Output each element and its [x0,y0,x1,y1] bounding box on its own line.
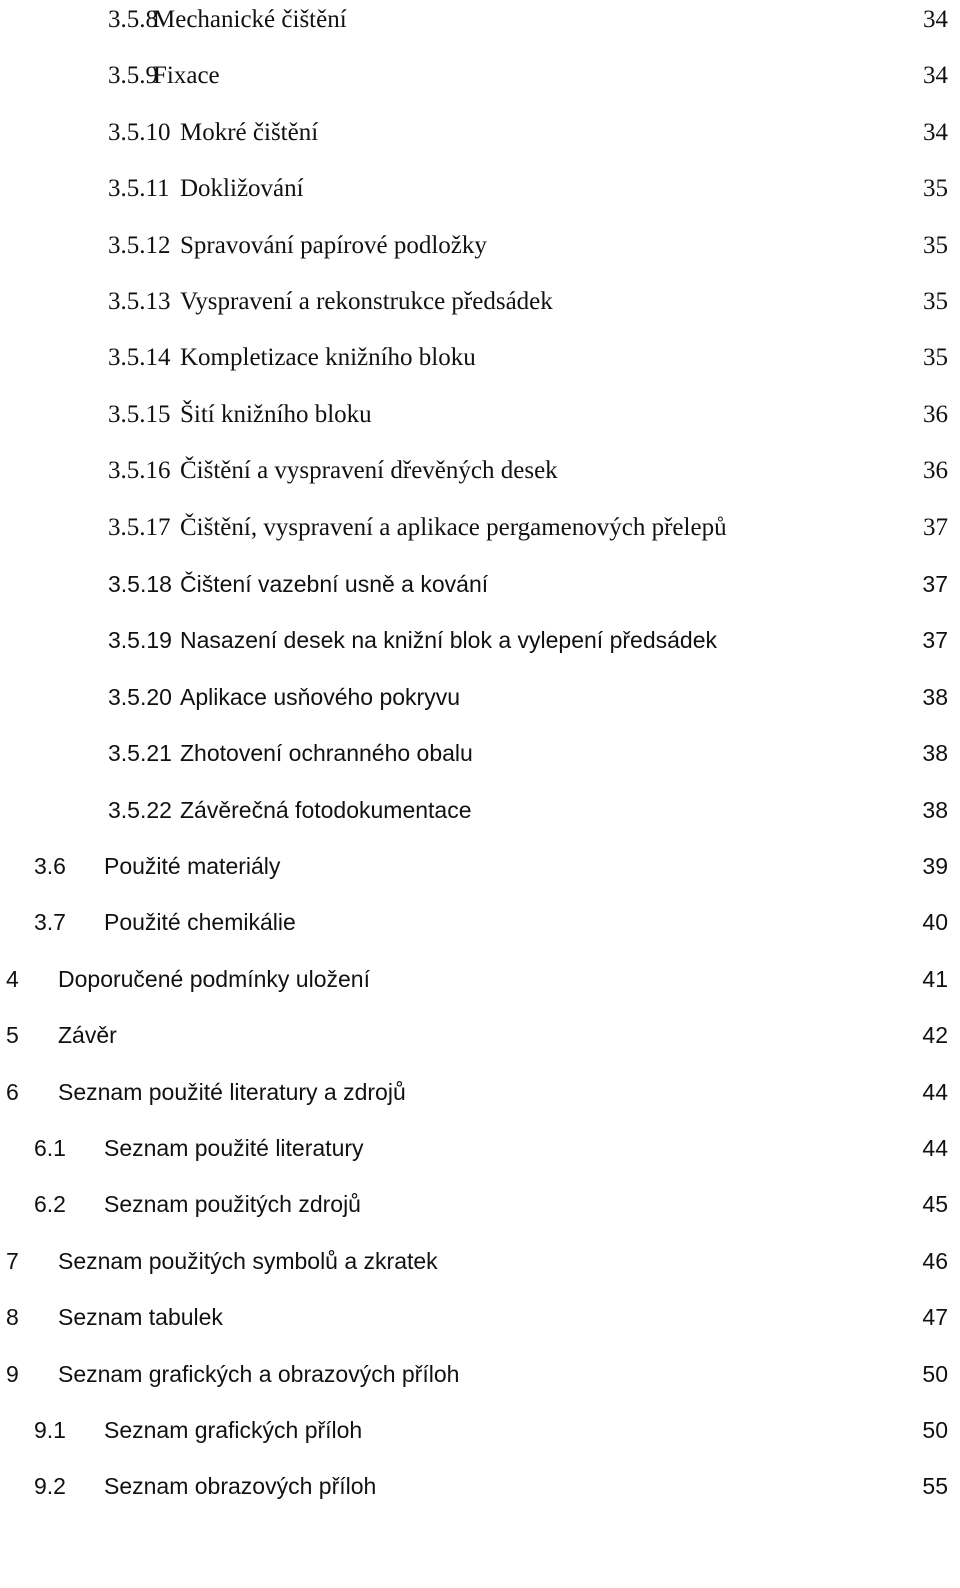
toc-entry[interactable] [108,790,948,830]
toc-entry-title[interactable]: Seznam použitých zdrojů [104,1191,361,1218]
toc-entry-title[interactable]: Čištění a vyspravení dřevěných desek [180,457,558,485]
toc-entry-number: 9.2 [34,1473,66,1500]
toc-entry[interactable] [108,226,948,266]
toc-entry-number: 3.5.20 [108,683,172,710]
toc-entry-number: 3.5.11 [108,175,170,203]
toc-entry[interactable] [108,56,948,96]
toc-entry[interactable] [34,846,948,886]
toc-entry-page-number: 34 [923,118,948,146]
toc-entry-title[interactable]: Spravování papírové podložky [180,231,487,259]
toc-entry-number: 9.1 [34,1417,66,1443]
toc-entry-page-number: 34 [923,62,948,90]
toc-entry-title[interactable]: Dokližování [180,175,304,203]
toc-entry[interactable] [6,1297,948,1337]
toc-entry[interactable] [6,959,948,999]
toc-entry-page-number: 41 [922,965,948,992]
toc-entry-number: 3.6 [34,853,66,879]
toc-entry[interactable] [6,1241,948,1281]
toc-entry[interactable] [6,1072,948,1112]
toc-entry-number: 4 [6,965,19,992]
toc-entry-title[interactable]: Závěr [58,1022,117,1049]
toc-entry[interactable] [108,733,948,773]
toc-entry-title[interactable]: Použité chemikálie [104,909,296,936]
toc-entry[interactable] [108,564,948,604]
toc-entry-title[interactable]: Čištění, vyspravení a aplikace pergamenových přelepů [180,513,727,541]
toc-entry[interactable] [34,1410,948,1450]
toc-entry-number: 3.5.9 [108,62,158,90]
toc-entry[interactable] [6,1015,948,1055]
toc-entry-title[interactable]: Vyspravení a rekonstrukce předsádek [180,288,553,315]
toc-entry-title[interactable]: Fixace [153,62,220,90]
toc-entry-number: 8 [6,1304,19,1331]
toc-entry-number: 6 [6,1078,19,1105]
toc-entry[interactable] [108,282,948,322]
toc-entry-page-number: 44 [922,1078,948,1105]
toc-entry-title[interactable]: Seznam tabulek [58,1304,223,1331]
toc-entry-number: 3.5.10 [108,118,171,146]
toc-entry-number: 3.7 [34,909,66,936]
toc-entry-page-number: 45 [922,1191,948,1218]
toc-entry-page-number: 55 [922,1473,948,1500]
toc-entry-number: 3.5.18 [108,571,172,597]
toc-entry-title[interactable]: Doporučené podmínky uložení [58,965,370,992]
toc-entry-page-number: 37 [923,513,948,541]
toc-entry-page-number: 50 [922,1417,948,1443]
toc-entry[interactable] [108,620,948,660]
toc-entry[interactable] [34,1466,948,1506]
toc-entry-page-number: 37 [922,571,948,597]
toc-entry[interactable] [108,395,948,435]
toc-entry-title[interactable]: Závěrečná fotodokumentace [180,796,472,823]
toc-entry-title[interactable]: Šití knižního bloku [180,400,372,428]
toc-entry-number: 3.5.16 [108,457,171,485]
toc-entry-page-number: 42 [922,1022,948,1049]
toc-entry-number: 3.5.8 [108,6,158,33]
toc-entry-number: 3.5.13 [108,288,171,315]
toc-entry-title[interactable]: Zhotovení ochranného obalu [180,740,473,767]
toc-entry-page-number: 40 [922,909,948,936]
toc-entry-number: 3.5.17 [108,513,171,541]
toc-entry[interactable] [34,1184,948,1224]
toc-entry-title[interactable]: Kompletizace knižního bloku [180,344,476,372]
toc-entry-page-number: 35 [923,231,948,259]
toc-entry-number: 6.2 [34,1191,66,1218]
toc-entry[interactable] [108,338,948,378]
toc-entry-number: 7 [6,1247,19,1274]
toc-entry[interactable] [108,113,948,153]
toc-entry-page-number: 35 [923,288,948,315]
toc-entry-page-number: 44 [922,1135,948,1161]
toc-entry-page-number: 38 [922,683,948,710]
toc-entry-title[interactable]: Seznam použité literatury a zdrojů [58,1078,406,1105]
toc-entry-title[interactable]: Seznam obrazových příloh [104,1473,377,1500]
toc-entry[interactable] [108,0,948,40]
toc-entry[interactable] [34,902,948,942]
toc-entry-number: 3.5.21 [108,740,172,767]
toc-entry-page-number: 37 [922,627,948,654]
toc-entry-page-number: 34 [923,6,948,33]
toc-entry-number: 3.5.22 [108,796,172,823]
toc-entry-page-number: 50 [922,1360,948,1387]
toc-entry-title[interactable]: Seznam grafických příloh [104,1417,363,1443]
toc-entry-page-number: 35 [923,175,948,203]
toc-entry[interactable] [108,508,948,548]
toc-entry-number: 6.1 [34,1135,66,1161]
toc-entry-number: 3.5.19 [108,627,172,654]
toc-entry-page-number: 39 [922,853,948,879]
toc-entry-page-number: 38 [922,796,948,823]
toc-entry-title[interactable]: Čištení vazební usně a kování [180,571,489,597]
toc-entry-page-number: 36 [923,400,948,428]
toc-entry[interactable] [108,677,948,717]
toc-entry[interactable] [34,1128,948,1168]
toc-entry-page-number: 35 [923,344,948,372]
toc-entry-title[interactable]: Nasazení desek na knižní blok a vylepení předsádek [180,627,717,654]
toc-entry-page-number: 38 [922,740,948,767]
toc-entry[interactable] [108,451,948,491]
toc-entry-number: 3.5.14 [108,344,171,372]
toc-entry-title[interactable]: Mechanické čištění [153,6,347,33]
toc-entry-title[interactable]: Seznam použitých symbolů a zkratek [58,1247,438,1274]
toc-entry-title[interactable]: Seznam grafických a obrazových příloh [58,1360,460,1387]
toc-entry-title[interactable]: Aplikace usňového pokryvu [180,683,460,710]
toc-entry-title[interactable]: Seznam použité literatury [104,1135,364,1161]
toc-entry-title[interactable]: Použité materiály [104,853,281,879]
toc-entry-number: 3.5.12 [108,231,171,259]
toc-entry-title[interactable]: Mokré čištění [180,118,319,146]
toc-entry-page-number: 36 [923,457,948,485]
toc-entry-number: 9 [6,1360,19,1387]
toc-entry-page-number: 46 [922,1247,948,1274]
toc-entry-number: 3.5.15 [108,400,171,428]
toc-entry[interactable] [108,169,948,209]
toc-entry-page-number: 47 [922,1304,948,1331]
toc-entry-number: 5 [6,1022,19,1049]
toc-entry[interactable] [6,1354,948,1394]
